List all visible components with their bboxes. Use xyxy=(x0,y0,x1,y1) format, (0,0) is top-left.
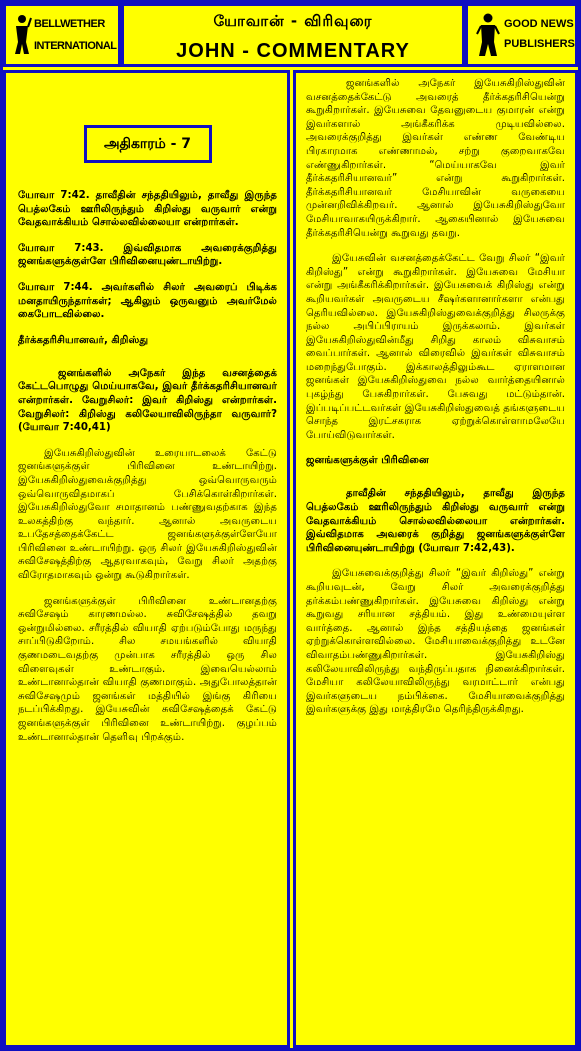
chapter-heading: அதிகாரம் - 7 xyxy=(84,125,212,163)
good-news-figure-icon xyxy=(476,12,500,58)
bellwether-figure-icon xyxy=(12,14,32,56)
section-heading-prophet: தீர்க்கதரிசியானவர், கிறிஸ்து xyxy=(18,334,149,346)
verse-7-42: யோவா 7:42. தாவீதின் சந்ததியிலும், தாவீது இருந்த பெத்லகேம் ஊரிலிருந்தும் கிறிஸ்து வருவார் என்று வேதவாக்கியம் சொல்லவில்லையா என்றார்கள். xyxy=(18,190,277,229)
right-column xyxy=(293,70,578,1048)
header-title-box xyxy=(121,3,465,67)
right-logo-line2: PUBLISHERS xyxy=(504,38,575,50)
section-heading-division: ஜனங்களுக்குள் பிரிவினை xyxy=(306,455,429,467)
quoted-verse-7-42-43: தாவீதின் சந்ததியிலும், தாவீது இருந்த பெத்லகேம் ஊரிலிருந்தும் கிறிஸ்து வருவார் என்று வேதவாக்கியம் சொல்லவில்லையா என்றார்கள். இவ்விதமாக அவரைக் குறித்து ஜனங்களுக்குள்ளே பிரிவினையுண்டாயிற்று (யோவா 7:42,43). xyxy=(306,488,565,554)
commentary-paragraph: ஜனங்களில் அநேகர் இயேசுகிறிஸ்துவின் வசனத்தைக்கேட்டு அவரைத் தீர்க்கதரிசியென்று கூறுகிறார்கள். இயேசுவை தேவனுடைய குமாரன் என்று இவர்களால் அங்கீகரிக்க முடியவில்லை. அவரைக்குறித்து இவர்கள் எண்ண வேண்டிய பிரகாரமாக எண்ணாமல், சற்று குறைவாகவே எண்ணுகிறார்கள். “மெய்யாகவே இவர் தீர்க்கதரிசியானவர்” என்று கூறுகிறார்கள். தீர்க்கதரிசியானவர் மேசியாவின் வருகையை முன்னறிவிக்கிறவர். ஆனால் இயேசுகிறிஸ்துவோ மேசியாவாகயிருக்கிறார். ஆகையினால் இயேசுவை தீர்க்கதரிசியென்று கூறுவது தவறு. xyxy=(306,78,565,239)
page-header xyxy=(0,0,581,70)
left-logo-line1: BELLWETHER xyxy=(34,18,105,30)
quoted-verse-7-40-41: ஜனங்களில் அநேகர் இந்த வசனத்தைக் கேட்டபொழுது மெய்யாகவே, இவர் தீர்க்கதரிசியானவர் என்றார்கள். வேறுசிலர்: இவர் கிறிஸ்து என்றார்கள். வேறுசிலர்: கிறிஸ்து கலிலேயாவிலிருந்தா வருவார்? (யோவா 7:40,41) xyxy=(18,367,277,434)
right-logo xyxy=(465,3,578,67)
commentary-paragraph: இயேசுவைக்குறித்து சிலர் “இவர் கிறிஸ்து” என்று கூறியவுடன், வேறு சிலர் அவரைக்குறித்து தர்க்கம்பண்ணுகிறார்கள். இயேசுவை கிறிஸ்து என்று கூறுவது சரியான சத்தியம். இது உண்மையுள்ள வார்த்தை. ஆனால் இந்த சத்தியத்தை ஜனங்கள் ஏற்றுக்கொள்ளவில்லை. மேசியாவைக்குறித்து உடனே விவாதம்பண்ணுகிறார்கள். இயேசுகிறிஸ்து கலிலேயாவிலிருந்து வந்திருப்பதாக நினைக்கிறார்கள். மேசியா கலிலேயாவிலிருந்து வரமாட்டார் என்பது இவர்களுடைய நம்பிக்கை. மேசியாவைக்குறித்து இவர்களுக்கு இது மாத்திரமே தெரிந்திருக்கிறது. xyxy=(306,568,565,716)
left-column xyxy=(3,70,290,1048)
page-title-english: JOHN - COMMENTARY xyxy=(176,40,410,62)
right-logo-line1: GOOD NEWS xyxy=(504,18,574,30)
page-title-tamil: யோவான் - விரிவுரை xyxy=(213,12,373,30)
commentary-paragraph: ஜனங்களுக்குள் பிரிவினை உண்டானதற்கு சுவிசேஷம் காரணமல்ல. சுவிசேஷத்தில் தவறு ஒன்றுமில்லை. சரீரத்தில் வியாதி ஏற்படும்போது மருந்து சாப்பிடுகிறோம். சில சமயங்களில் வியாதி குணமடைவதற்கு முன்பாக சரீரத்தில் ஒரு சில விளைவுகள் உண்டாகும். இவையெல்லாம் உண்டானால்தான் வியாதி குணமாகும். அதுபோலத்தான் சுவிசேஷமும் ஜனங்கள் மத்தியில் இங்கு கிரியை நடப்பிக்கிறது. இயேசுவின் சுவிசேஷத்தைக் கேட்டு ஜனங்களுக்குள் பிரிவினை உண்டாயிற்று. குழப்பம் உண்டானால்தான் தெளிவு பிறக்கும். xyxy=(18,595,277,743)
verse-7-43: யோவா 7:43. இவ்விதமாக அவரைக்குறித்து ஜனங்களுக்குள்ளே பிரிவினையுண்டாயிற்று. xyxy=(18,242,277,268)
left-logo-line2: INTERNATIONAL xyxy=(34,40,117,52)
left-logo xyxy=(3,3,121,67)
verse-7-44: யோவா 7:44. அவர்களில் சிலர் அவரைப் பிடிக்க மனதாயிருந்தார்கள்; ஆகிலும் ஒருவனும் அவர்மேல் கைபோடவில்லை. xyxy=(18,281,277,321)
commentary-paragraph: இயேசுகிறிஸ்துவின் உரையாடலைக் கேட்டு ஜனங்களுக்குள் பிரிவினை உண்டாயிற்று. இயேசுகிறிஸ்துவைக்குறித்து ஒவ்வொருவரும் ஒவ்வொருவிதமாகப் பேசிக்கொள்கிறார்கள். இயேசுகிறிஸ்துவோ சமாதானம் பண்ணுவதற்காக இந்த உலகத்திற்கு வந்தார். ஆனால் அவருடைய உபதேசத்தைக்கேட்ட ஜனங்களுக்குள்ளேயோ பிரிவினை உண்டாயிற்று. ஒரு சிலர் இயேசுகிறிஸ்துவின் சுவிசேஷத்திற்கு ஆதரவாகவும், வேறு சிலர் அதற்கு விரோதமாகவும் ஒன்று கூடுகிறார்கள். xyxy=(18,447,277,582)
commentary-paragraph: இயேசுவின் வசனத்தைக்கேட்ட வேறு சிலர் “இவர் கிறிஸ்து” என்று கூறுகிறார்கள். இயேசுவை மேசியா என்று அங்கீகரிக்கிறார்கள். இயேசுவைக் கிறிஸ்து என்று கூறியவர்கள் அவருடைய சீஷர்களானார்களா என்பது தெரியவில்லை. இயேசுகிறிஸ்துவைக்குறித்து சிலருக்கு நல்ல அபிப்பிராயம் இருக்கலாம். இவர்கள் இயேசுகிறிஸ்துவின்மீது சிறிது காலம் விசுவாசம் வைப்பார்கள். ஆனால் விரைவில் இவர்கள் விசுவாசம் மறைந்துபோகும். இக்காலத்திலும்கூட ஏராளமான ஜனங்கள் இயேசுகிறிஸ்துவை நல்ல வார்த்தையினால் புகழ்ந்து பேசுகிறார்கள். பேசுவது மட்டும்தான். இப்படிப்பட்டவர்கள் இயேசுகிறிஸ்துவைத் தங்களுடைய சொந்த இரட்சகராக ஏற்றுக்கொள்ளாமலேயே போய்விடுவார்கள். xyxy=(306,253,565,441)
